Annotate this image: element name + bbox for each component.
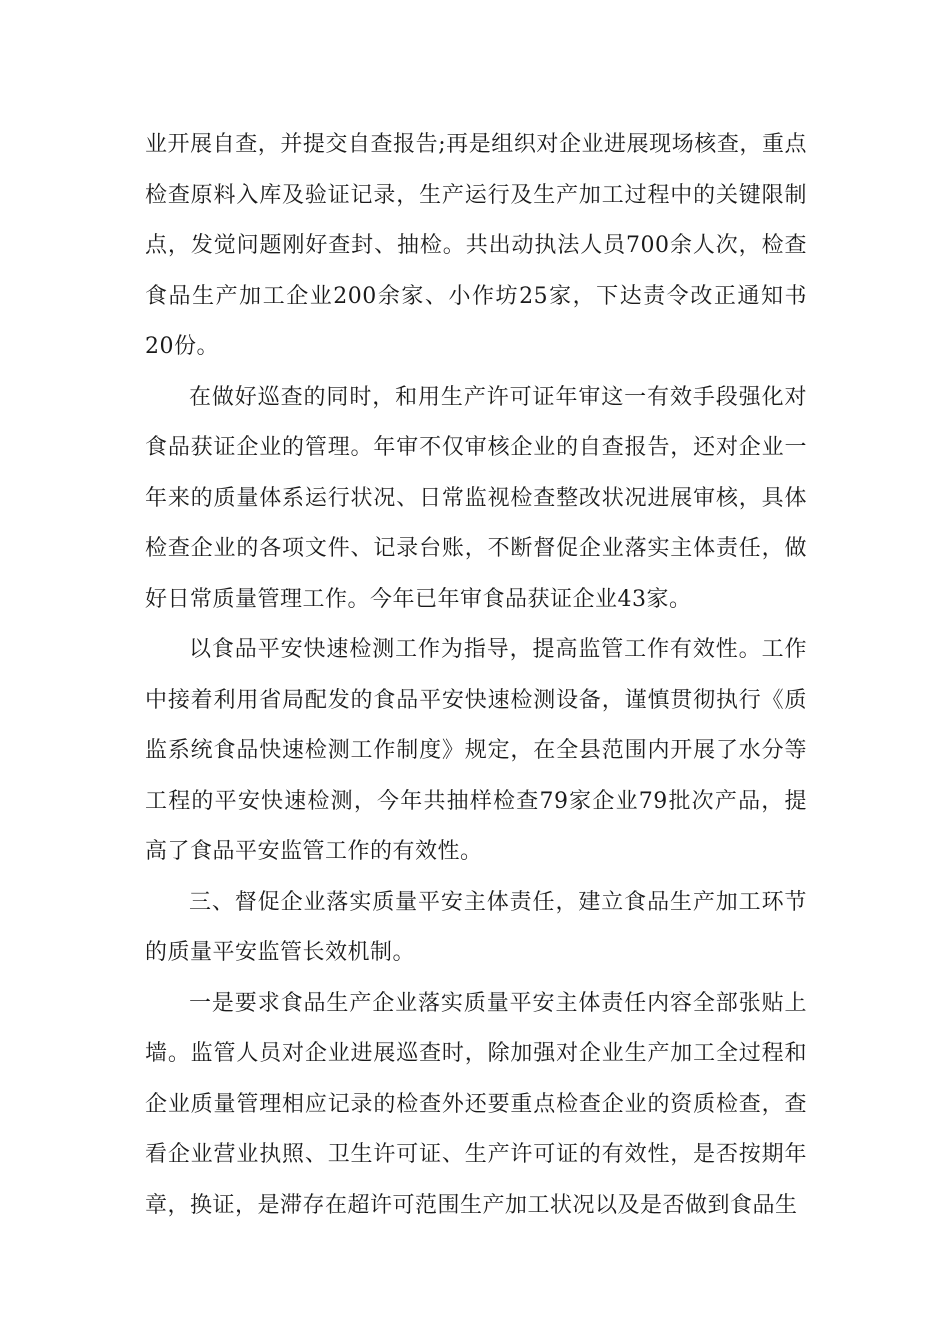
paragraph-3: 以食品平安快速检测工作为指导，提高监管工作有效性。工作中接着利用省局配发的食品平安快速检测设备，谨慎贯彻执行《质监系统食品快速检测工作制度》规定，在全县范围内开展了水分等工程的平安快速检测，今年共抽样检查79家企业79批次产品，提高了食品平安监管工作的有效性。 bbox=[145, 637, 807, 864]
paragraph-2: 在做好巡查的同时，和用生产许可证年审这一有效手段强化对食品获证企业的管理。年审不仅审核企业的自查报告，还对企业一年来的质量体系运行状况、日常监视检查整改状况进展审核，具体检查企业的各项文件、记录台账，不断督促企业落实主体责任，做好日常质量管理工作。今年已年审食品获证企业43家。 bbox=[145, 384, 807, 612]
paragraph-1: 业开展自查，并提交自查报告;再是组织对企业进展现场核查，重点检查原料入库及验证记录，生产运行及生产加工过程中的关键限制点，发觉问题刚好查封、抽检。共出动执法人员700余人次，检查食品生产加工企业200余家、小作坊25家，下达责令改正通知书20份。 bbox=[145, 132, 807, 359]
document-body bbox=[145, 120, 807, 1231]
paragraph-4: 三、督促企业落实质量平安主体责任，建立食品生产加工环节的质量平安监管长效机制。 bbox=[145, 889, 807, 965]
paragraph-5: 一是要求食品生产企业落实质量平安主体责任内容全部张贴上墙。监管人员对企业进展巡查时，除加强对企业生产加工全过程和企业质量管理相应记录的检查外还要重点检查企业的资质检查，查看企业营业执照、卫生许可证、生产许可证的有效性，是否按期年章，换证，是滞存在超许可范围生产加工状况以及是否做到食品生 bbox=[145, 990, 807, 1218]
